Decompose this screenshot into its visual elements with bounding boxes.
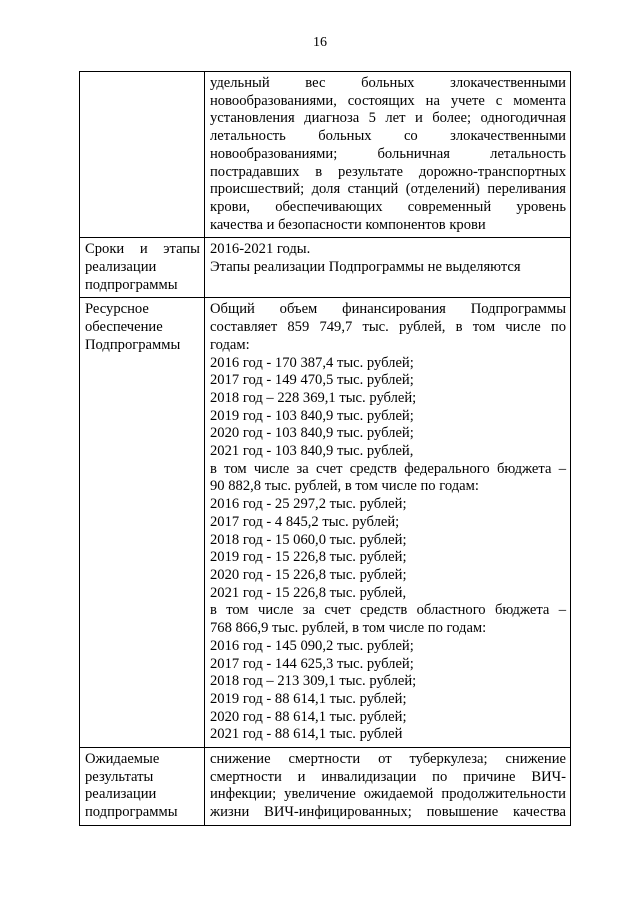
row-label-cell — [80, 238, 205, 298]
row-value-line: 2019 год - 103 840,9 тыс. рублей; — [210, 407, 414, 424]
row-label-line: Ожидаемые — [85, 751, 160, 768]
row-value-line: Этапы реализации Подпрограммы не выделяются — [210, 259, 521, 276]
row-value-line: новообразованиями; больничная летальность — [210, 145, 566, 162]
row-value-cell — [205, 748, 571, 826]
row-value-line: в том числе за счет средств федерального бюджета – — [210, 460, 566, 477]
row-label-cell — [80, 72, 205, 238]
row-value-line: происшествий; доля станций (отделений) переливания — [210, 181, 566, 198]
row-label-line: реализации — [85, 786, 157, 803]
row-value-line: составляет 859 749,7 тыс. рублей, в том числе по — [210, 319, 566, 336]
row-value-line: летальность больных со злокачественными — [210, 128, 566, 145]
table-row — [80, 298, 571, 748]
row-value-line: качества и безопасности компонентов крови — [210, 216, 486, 233]
row-value-line: 2017 год - 144 625,3 тыс. рублей; — [210, 655, 414, 672]
row-value-line: 2021 год - 15 226,8 тыс. рублей, — [210, 584, 407, 601]
row-value-line: 2019 год - 15 226,8 тыс. рублей; — [210, 549, 407, 566]
row-value-line: новообразованиями, состоящих на учете с момента — [210, 92, 566, 109]
row-label-cell — [80, 748, 205, 826]
row-value-line: 2016-2021 годы. — [210, 241, 311, 258]
row-value-line: жизни ВИЧ-инфицированных; повышение качества — [210, 804, 566, 821]
row-value-line: 768 866,9 тыс. рублей, в том числе по годам: — [210, 620, 487, 637]
row-value-line: 2020 год - 103 840,9 тыс. рублей; — [210, 425, 414, 442]
row-value-line: 2017 год - 4 845,2 тыс. рублей; — [210, 513, 400, 530]
passport-table — [79, 71, 571, 826]
row-value-line: 2016 год - 25 297,2 тыс. рублей; — [210, 496, 407, 513]
row-value-line: 2017 год - 149 470,5 тыс. рублей; — [210, 372, 414, 389]
table-row — [80, 72, 571, 238]
row-value-line: 2018 год – 228 369,1 тыс. рублей; — [210, 389, 417, 406]
table-row — [80, 238, 571, 298]
row-value-line: 2018 год – 213 309,1 тыс. рублей; — [210, 673, 417, 690]
row-value-line: пострадавших в результате дорожно-транспортных — [210, 163, 566, 180]
row-value-line: инфекции; увеличение ожидаемой продолжительности — [210, 786, 566, 803]
row-value-line: установления диагноза 5 лет и более; одногодичная — [210, 110, 566, 127]
row-label-line: результаты — [85, 768, 154, 785]
row-value-cell — [205, 298, 571, 748]
row-value-line: 2020 год - 15 226,8 тыс. рублей; — [210, 566, 407, 583]
row-value-line: в том числе за счет средств областного бюджета – — [210, 602, 566, 619]
row-value-line: 2021 год - 88 614,1 тыс. рублей — [210, 726, 403, 743]
row-value-line: 2016 год - 145 090,2 тыс. рублей; — [210, 637, 414, 654]
row-value-line: 2018 год - 15 060,0 тыс. рублей; — [210, 531, 407, 548]
row-value-line: крови, обеспечивающих современный уровень — [210, 198, 566, 215]
row-label-line: Подпрограммы — [85, 336, 181, 353]
row-value-line: снижение смертности от туберкулеза; снижение — [210, 751, 566, 768]
page-number: 16 — [313, 35, 327, 50]
row-value-line: годам: — [210, 336, 250, 353]
row-value-line: 2020 год - 88 614,1 тыс. рублей; — [210, 708, 407, 725]
row-value-line: Общий объем финансирования Подпрограммы — [210, 301, 566, 318]
row-label-line: Ресурсное — [85, 301, 149, 318]
row-label-line: Сроки и этапы — [85, 241, 200, 258]
row-value-line: 2021 год - 103 840,9 тыс. рублей, — [210, 443, 414, 460]
row-value-line: 90 882,8 тыс. рублей, в том числе по годам: — [210, 478, 479, 495]
row-label-line: обеспечение — [85, 319, 163, 336]
row-value-line: 2016 год - 170 387,4 тыс. рублей; — [210, 354, 414, 371]
row-value-cell — [205, 238, 571, 298]
row-label-line: подпрограммы — [85, 276, 178, 293]
row-label-line: подпрограммы — [85, 804, 178, 821]
row-label-line: реализации — [85, 259, 157, 276]
row-value-line: удельный вес больных злокачественными — [210, 75, 566, 91]
row-value-line: 2019 год - 88 614,1 тыс. рублей; — [210, 690, 407, 707]
row-label-cell — [80, 298, 205, 748]
row-value-cell — [205, 72, 571, 238]
table-row — [80, 748, 571, 826]
row-value-line: смертности и инвалидизации по причине ВИЧ- — [210, 768, 566, 785]
